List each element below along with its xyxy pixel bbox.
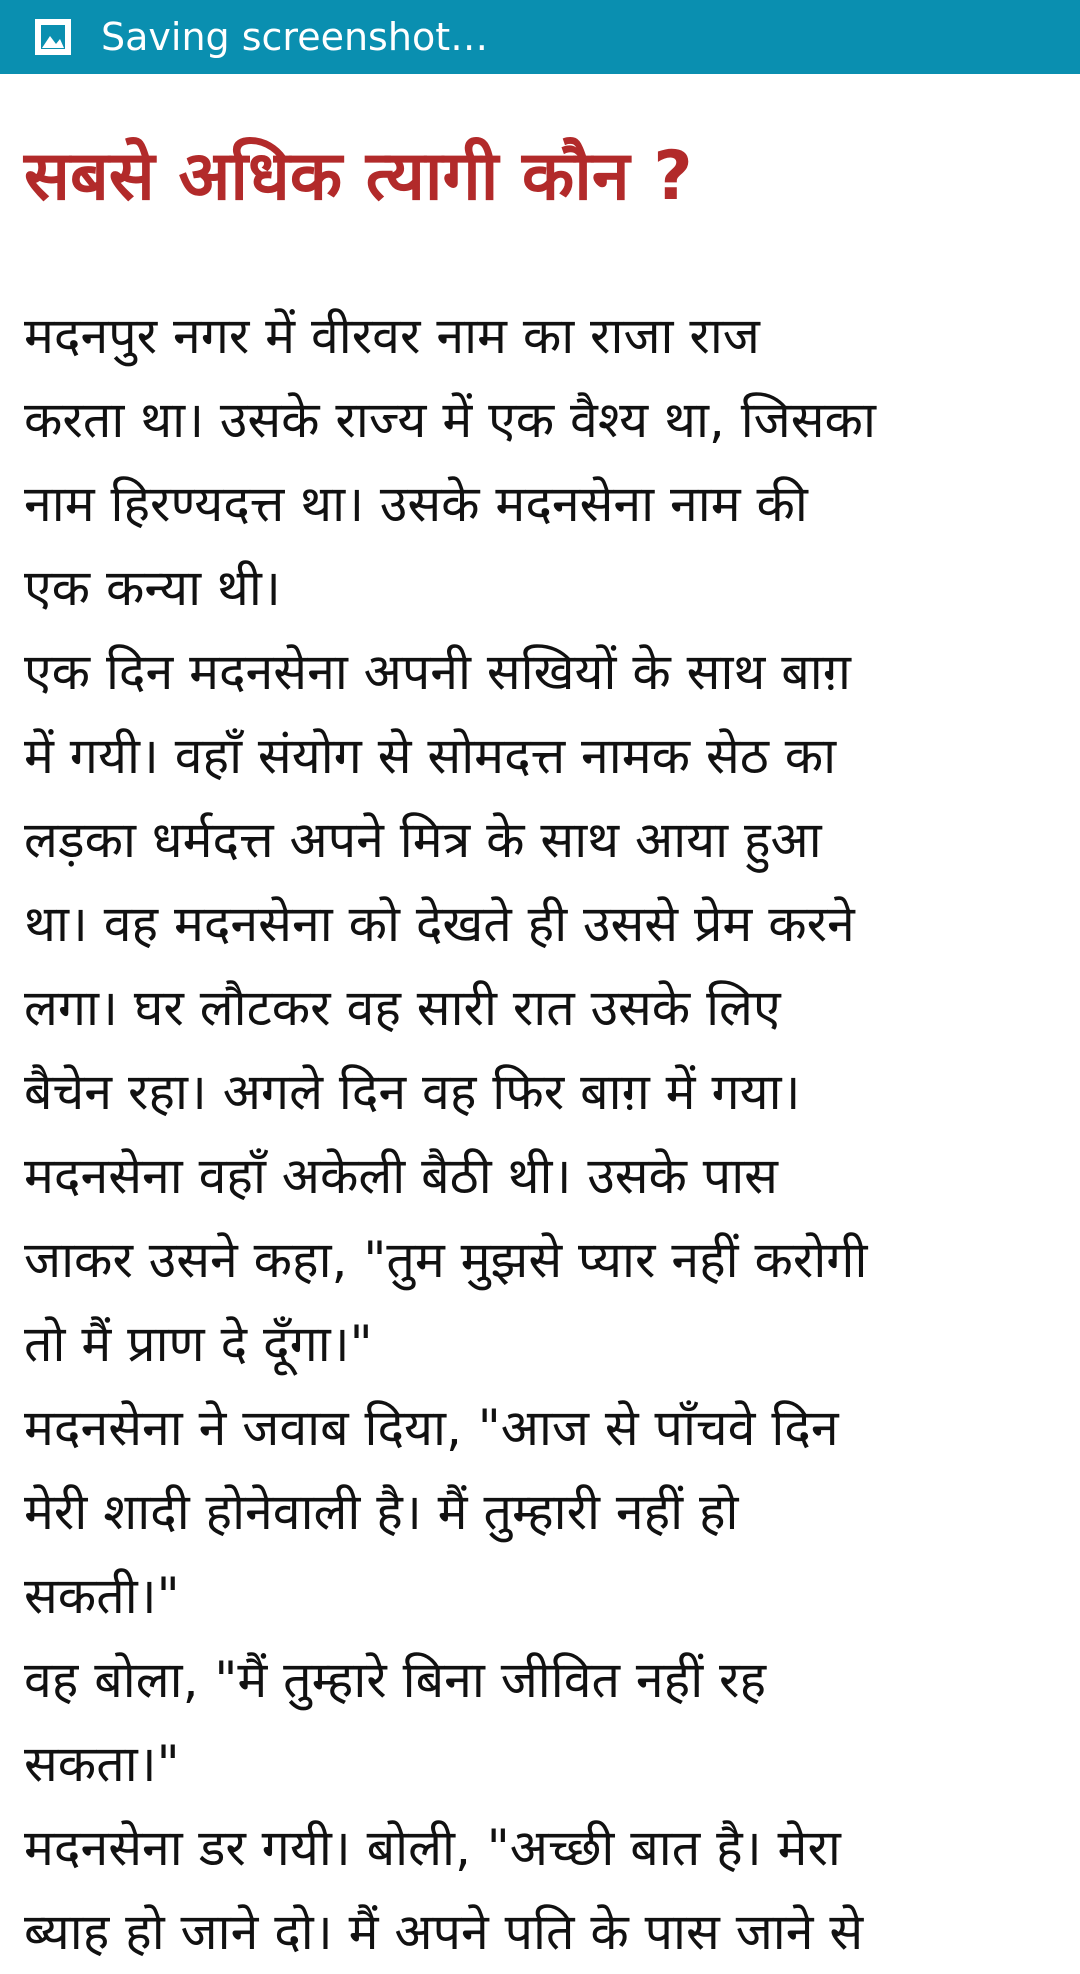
status-notification-text: Saving screenshot… (101, 15, 489, 59)
article-paragraph: मदनसेना ने जवाब दिया, "आज से पाँचवे दिन मेरी शादी होनेवाली है। मैं तुम्हारी नहीं हो सकती।" (24, 1399, 839, 1625)
article-paragraph: वह बोला, "मैं तुम्हारे बिना जीवित नहीं रह सकता।" (24, 1651, 767, 1793)
article-body (24, 294, 1064, 1974)
image-icon (33, 17, 73, 57)
article (24, 74, 1064, 1974)
article-paragraph: एक दिन मदनसेना अपनी सखियों के साथ बाग़ में गयी। वहाँ संयोग से सोमदत्त नामक सेठ का लड़का धर्मदत्त अपने मित्र के साथ आया हुआ था। वह मदनसेना को देखते ही उससे प्रेम करने लगा। घर लौटकर वह सारी रात उसके लिए बैचेन रहा। अगले दिन वह फिर बाग़ में गया। मदनसेना वहाँ अकेली बैठी थी। उसके पास जाकर उसने कहा, "तुम मुझसे प्यार नहीं करोगी तो मैं प्राण दे दूँगा।" (24, 643, 868, 1373)
article-paragraph: मदनसेना डर गयी। बोली, "अच्छी बात है। मेरा ब्याह हो जाने दो। मैं अपने पति के पास जाने से (24, 1819, 864, 1961)
article-title: सबसे अधिक त्यागी कौन ? (24, 137, 693, 216)
article-paragraph: मदनपुर नगर में वीरवर नाम का राजा राज करता था। उसके राज्य में एक वैश्य था, जिसका नाम हिरण्यदत्त था। उसके मदनसेना नाम की एक कन्या थी। (24, 307, 876, 617)
status-bar (0, 0, 1080, 74)
